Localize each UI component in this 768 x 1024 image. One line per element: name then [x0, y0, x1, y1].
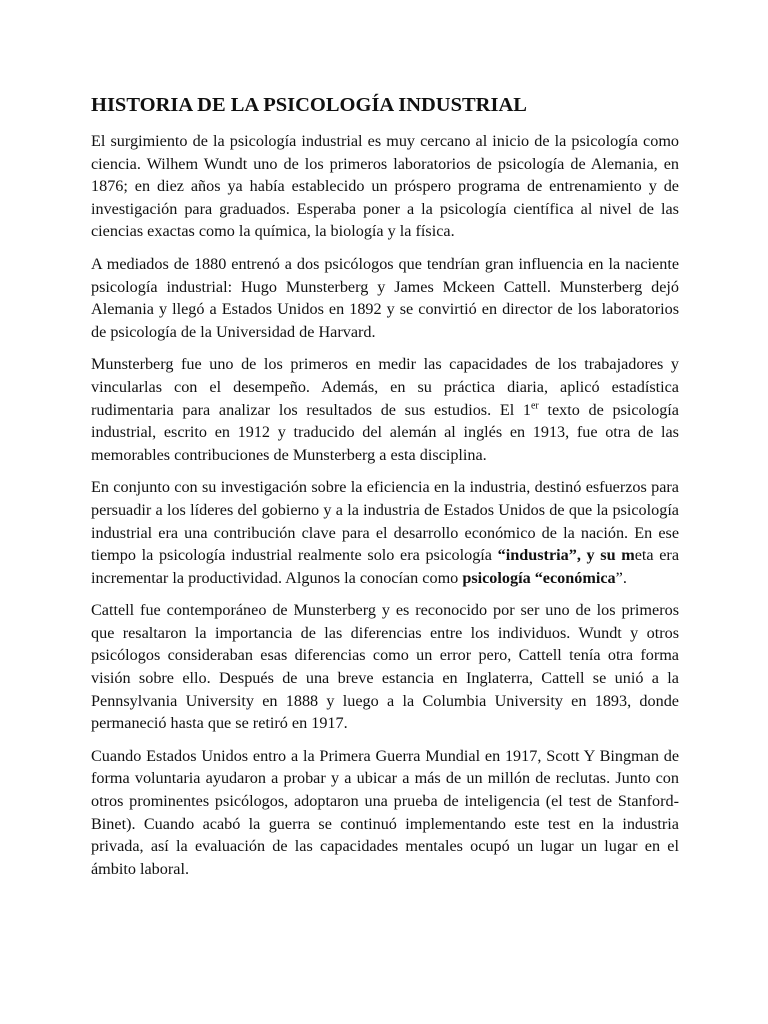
paragraph-3-text-b: texto de psicología industrial, escrito en 1912 y traducido del alemán al inglés en 1913, fue otra de las memorables contribuciones de Munsterberg a esta disciplina.	[91, 400, 679, 464]
document-title: HISTORIA DE LA PSICOLOGÍA INDUSTRIAL	[91, 94, 527, 116]
paragraph-4-text-b: eta era incrementar la productividad. Algunos la conocían como	[91, 546, 679, 587]
paragraph-6: Cuando Estados Unidos entro a la Primera Guerra Mundial en 1917, Scott Y Bingman de forma voluntaria ayudaron a probar y a ubicar a más de un millón de reclutas. Junto con otros prominentes psicólogos, adoptaron una prueba de inteligencia (el test de Stanford-Binet). Cuando acabó la guerra se continuó implementando este test en la industria privada, así la evaluación de las capacidades mentales ocupó un lugar un lugar en el ámbito laboral.	[91, 746, 679, 878]
paragraph-4-text-c: ”.	[615, 568, 627, 587]
paragraph-2: A mediados de 1880 entrenó a dos psicólogos que tendrían gran influencia en la naciente psicología industrial: Hugo Munsterberg y James Mckeen Cattell. Munsterberg dejó Alemania y llegó a Estados Unidos en 1892 y se convirtió en director de los laboratorios de psicología de la Universidad de Harvard.	[91, 254, 679, 341]
paragraph-4	[91, 476, 679, 589]
ordinal-superscript: er	[530, 400, 539, 412]
paragraph-1: El surgimiento de la psicología industrial es muy cercano al inicio de la psicología como ciencia. Wilhem Wundt uno de los primeros laboratorios de psicología de Alemania, en 1876; en diez años ya había establecido un próspero programa de entrenamiento y de investigación para graduados. Esperaba poner a la psicología científica al nivel de las ciencias exactas como la química, la biología y la física.	[91, 132, 679, 241]
paragraph-3-text-a: Munsterberg fue uno de los primeros en medir las capacidades de los trabajadores y vincularlas con el desempeño. Además, en su práctica diaria, aplicó estadística rudimentaria para analizar los resultados de sus estudios. El 1	[91, 355, 679, 419]
paragraph-5: Cattell fue contemporáneo de Munsterberg y es reconocido por ser uno de los primeros que resaltaron la importancia de las diferencias entre los individuos. Wundt y otros psicólogos consideraban esas diferencias como un error pero, Cattell tenía otra forma visión sobre ello. Después de una breve estancia en Inglaterra, Cattell se unió a la Pennsylvania University en 1888 y luego a la Columbia University en 1893, donde permaneció hasta que se retiró en 1917.	[91, 601, 679, 733]
paragraph-3	[91, 353, 679, 466]
paragraph-4-bold-economica: psicología “económica	[462, 568, 616, 587]
paragraph-4-text-a: En conjunto con su investigación sobre la eficiencia en la industria, destinó esfuerzos para persuadir a los líderes del gobierno y a la industria de Estados Unidos de que la psicología industrial era una contribución clave para el desarrollo económico de la nación. En ese tiempo la psicología industrial realmente solo era psicología	[91, 478, 679, 565]
document-page	[91, 92, 679, 890]
paragraph-4-bold-industria: “industria”, y su m	[497, 546, 635, 565]
